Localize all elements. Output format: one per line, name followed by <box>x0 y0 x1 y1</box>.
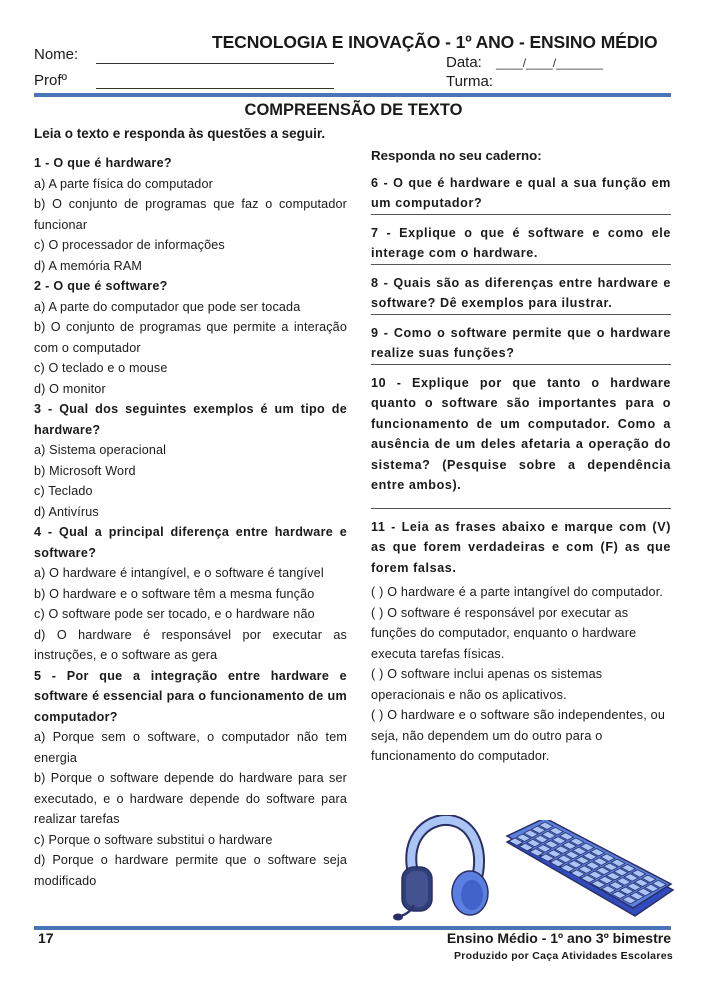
tf-checkbox[interactable]: ( ) <box>371 708 384 722</box>
question-10: 10 - Explique por que tanto o hardware quanto o software são importantes para o funcionamento de um computador. Como a ausência de um deles afetaria a operação do sistema? (Pesquise sobre a dependência entre ambos). <box>371 375 671 492</box>
name-label: Nome: <box>34 46 79 63</box>
question-8: 8 - Quais são as diferenças entre hardware e software? Dê exemplos para ilustrar. <box>371 275 671 310</box>
true-false-list <box>371 582 671 767</box>
option-5c[interactable]: c) Porque o software substitui o hardware <box>34 832 273 847</box>
teacher-field[interactable] <box>96 88 334 89</box>
question-6: 6 - O que é hardware e qual a sua função em um computador? <box>371 175 671 210</box>
multiple-choice-column <box>34 153 347 891</box>
option-4c[interactable]: c) O software pode ser tocado, e o hardware não <box>34 607 315 621</box>
teacher-label: Profº <box>34 72 67 89</box>
instructions: Leia o texto e responda às questões a seguir. <box>34 126 326 141</box>
headset-icon <box>392 815 492 925</box>
answer-line-9[interactable] <box>371 364 671 365</box>
open-questions-column <box>371 146 671 767</box>
tf-item <box>371 603 671 665</box>
question-11: 11 - Leia as frases abaixo e marque com (V) as que forem verdadeiras e com (F) as que forem falsas. <box>371 519 671 575</box>
tf-statement: O software inclui apenas os sistemas operacionais e não os aplicativos. <box>371 667 603 702</box>
header-divider <box>34 93 671 97</box>
tf-checkbox[interactable]: ( ) <box>371 605 384 620</box>
option-1d[interactable]: d) A memória RAM <box>34 258 143 273</box>
question-7: 7 - Explique o que é software e como ele interage com o hardware. <box>371 225 671 260</box>
option-5a[interactable]: a) Porque sem o software, o computador não tem energia <box>34 730 347 765</box>
answer-instruction: Responda no seu caderno: <box>371 148 542 163</box>
option-5b[interactable]: b) Porque o software depende do hardware para ser executado, e o hardware depende do software para realizar tarefas <box>34 771 347 826</box>
tf-checkbox[interactable]: ( ) <box>371 585 384 599</box>
tf-item <box>371 582 671 603</box>
option-2c[interactable]: c) O teclado e o mouse <box>34 361 168 375</box>
tf-statement: O software é responsável por executar as funções do computador, enquanto o hardware executa tarefas físicas. <box>371 605 637 661</box>
option-1c[interactable]: c) O processador de informações <box>34 238 225 252</box>
option-1a[interactable]: a) A parte física do computador <box>34 176 213 191</box>
option-3c[interactable]: c) Teclado <box>34 484 93 498</box>
option-1b[interactable]: b) O conjunto de programas que faz o computador funcionar <box>34 197 347 232</box>
option-3d[interactable]: d) Antivírus <box>34 504 99 519</box>
question-9: 9 - Como o software permite que o hardware realize suas funções? <box>371 325 671 360</box>
keyboard-icon <box>505 820 675 920</box>
tf-statement: O hardware e o software são independentes, ou seja, não dependem um do outro para o funcionamento do computador. <box>371 708 666 763</box>
answer-line-7[interactable] <box>371 264 671 265</box>
page-title: TECNOLOGIA E INOVAÇÃO - 1º ANO - ENSINO MÉDIO <box>212 32 658 52</box>
name-field[interactable] <box>96 63 334 64</box>
date-field[interactable]: ____/____/_______ <box>496 56 603 70</box>
question-4: 4 - Qual a principal diferença entre hardware e software? <box>34 525 347 560</box>
page-number: 17 <box>38 930 54 946</box>
option-4d[interactable]: d) O hardware é responsável por executar as instruções, e o software as gera <box>34 627 347 662</box>
tf-item <box>371 705 671 767</box>
tf-checkbox[interactable]: ( ) <box>371 667 384 681</box>
course-info: Ensino Médio - 1º ano 3º bimestre <box>446 930 671 946</box>
answer-line-8[interactable] <box>371 314 671 315</box>
class-label: Turma: <box>446 73 493 90</box>
option-2d[interactable]: d) O monitor <box>34 381 106 396</box>
option-2b[interactable]: b) O conjunto de programas que permite a interação com o computador <box>34 320 347 355</box>
tf-item <box>371 664 671 705</box>
option-2a[interactable]: a) A parte do computador que pode ser tocada <box>34 299 301 314</box>
answer-line-6[interactable] <box>371 214 671 215</box>
credit-text: Produzido por Caça Atividades Escolares <box>453 950 673 962</box>
tf-statement: O hardware é a parte intangível do computador. <box>387 585 664 599</box>
question-3: 3 - Qual dos seguintes exemplos é um tipo de hardware? <box>34 402 347 437</box>
option-3b[interactable]: b) Microsoft Word <box>34 463 136 478</box>
option-4a[interactable]: a) O hardware é intangível, e o software é tangível <box>34 566 324 580</box>
question-1: 1 - O que é hardware? <box>34 156 172 170</box>
date-label: Data: <box>446 54 482 71</box>
answer-line-10[interactable] <box>371 508 671 509</box>
option-5d[interactable]: d) Porque o hardware permite que o software seja modificado <box>34 853 347 888</box>
option-4b[interactable]: b) O hardware e o software têm a mesma função <box>34 586 315 601</box>
question-2: 2 - O que é software? <box>34 279 168 293</box>
question-5: 5 - Por que a integração entre hardware e software é essencial para o funcionamento de um computador? <box>34 668 347 724</box>
section-title: COMPREENSÃO DE TEXTO <box>244 101 463 119</box>
option-3a[interactable]: a) Sistema operacional <box>34 443 167 457</box>
